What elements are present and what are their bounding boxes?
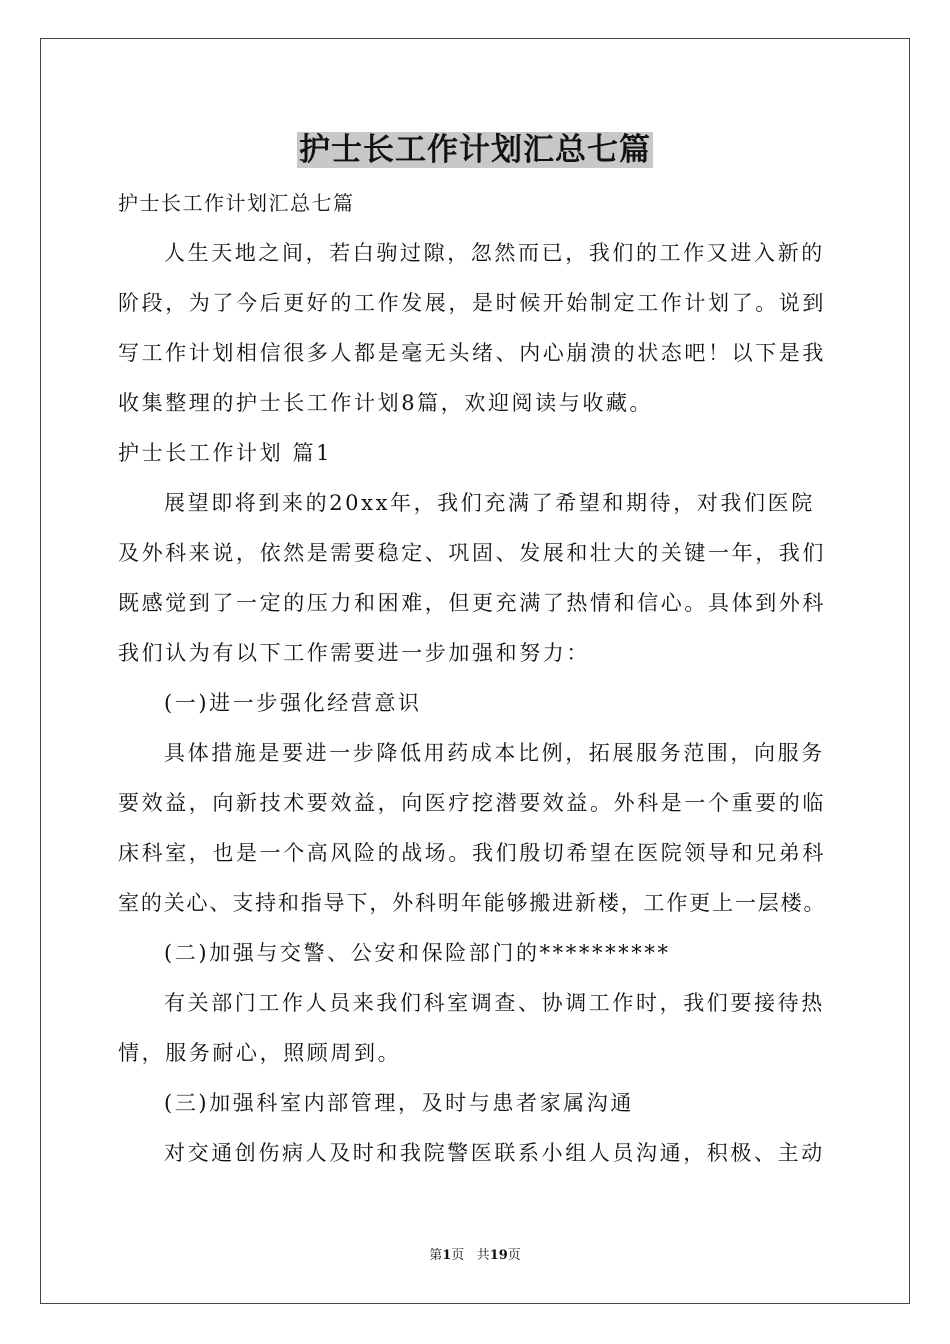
body-line: 写工作计划相信很多人都是毫无头绪、内心崩溃的状态吧！以下是我: [118, 341, 826, 365]
body-line: 具体措施是要进一步降低用药成本比例，拓展服务范围，向服务: [164, 741, 825, 765]
body-line: 阶段，为了今后更好的工作发展，是时候开始制定工作计划了。说到: [118, 291, 826, 315]
body-line: 展望即将到来的20xx年，我们充满了希望和期待，对我们医院: [164, 491, 815, 515]
document-title-text: 护士长工作计划汇总七篇: [299, 132, 651, 168]
body-line: 我们认为有以下工作需要进一步加强和努力：: [118, 641, 590, 665]
body-line: 有关部门工作人员来我们科室调查、协调工作时，我们要接待热: [164, 991, 825, 1015]
body-line: 对交通创伤病人及时和我院警医联系小组人员沟通，积极、主动: [164, 1141, 825, 1165]
body-line: 既感觉到了一定的压力和困难，但更充满了热情和信心。具体到外科: [118, 591, 826, 615]
document-title: [0, 126, 950, 174]
footer-page-prefix: 第: [429, 1248, 443, 1263]
footer-page-number: 1: [442, 1248, 452, 1263]
footer-total-prefix: 共: [476, 1248, 490, 1263]
footer-total-suffix: 页: [507, 1248, 521, 1263]
body-line: 床科室，也是一个高风险的战场。我们殷切希望在医院领导和兄弟科: [118, 841, 826, 865]
body-line: (二)加强与交警、公安和保险部门的**********: [164, 941, 671, 965]
body-line: 要效益，向新技术要效益，向医疗挖潜要效益。外科是一个重要的临: [118, 791, 826, 815]
body-line: 室的关心、支持和指导下，外科明年能够搬进新楼，工作更上一层楼。: [118, 891, 827, 915]
body-line: 情，服务耐心，照顾周到。: [118, 1041, 402, 1065]
document-subtitle: 护士长工作计划汇总七篇: [118, 191, 355, 215]
body-line: 及外科来说，依然是需要稳定、巩固、发展和壮大的关键一年，我们: [118, 541, 826, 565]
body-line: 收集整理的护士长工作计划8篇，欢迎阅读与收藏。: [118, 391, 654, 415]
body-line: (三)加强科室内部管理，及时与患者家属沟通: [164, 1091, 634, 1115]
footer-page-suffix: 页: [451, 1248, 465, 1263]
body-line: (一)进一步强化经营意识: [164, 691, 422, 715]
document-body: [118, 178, 832, 1178]
footer-total-pages: 19: [489, 1248, 508, 1263]
body-line: 人生天地之间，若白驹过隙，忽然而已，我们的工作又进入新的: [164, 241, 825, 265]
body-line: 护士长工作计划 篇1: [118, 441, 333, 465]
page-footer: [0, 1246, 950, 1266]
